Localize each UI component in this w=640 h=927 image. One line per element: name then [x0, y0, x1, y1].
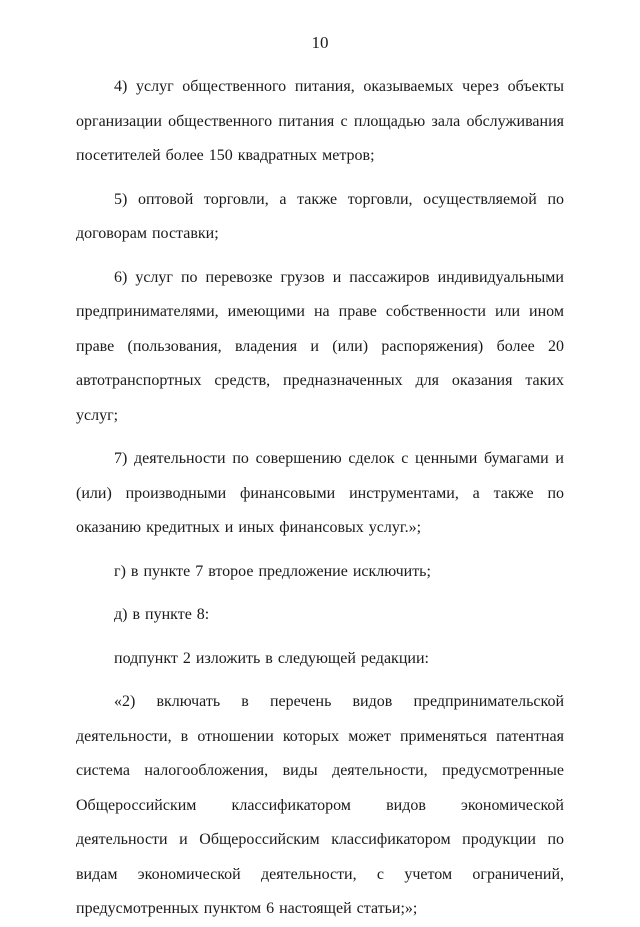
- page-number: 10: [311, 33, 329, 52]
- paragraph-subpoint-g: г) в пункте 7 второе предложение исключить;: [114, 562, 431, 580]
- paragraph-subpoint-d: д) в пункте 8:: [114, 606, 210, 623]
- paragraph-item-4: 4) услуг общественного питания, оказываемых через объекты организации общественного питания с площадью зала обслуживания посетителей более 150 квадратных метров;: [76, 78, 564, 164]
- paragraph-item-6: 6) услуг по перевозке грузов и пассажиров индивидуальными предпринимателями, имеющими на праве собственности или ином праве (пользования, владения и (или) распоряжения) более 20 автотранспортных средств, предназначенных для оказания таких услуг;: [76, 268, 564, 424]
- document-body: [76, 70, 564, 927]
- paragraph-quoted-subitem-2: «2) включать в перечень видов предпринимательской деятельности, в отношении которых может применяться патентная система налогообложения, виды деятельности, предусмотренные Общероссийским классификатором видов экономической деятельности и Общероссийским классификатором продукции по видам экономической деятельности, с учетом ограничений, предусмотренных пунктом 6 настоящей статьи;»;: [76, 693, 564, 917]
- paragraph-subitem-2-intro: подпункт 2 изложить в следующей редакции:: [114, 649, 429, 667]
- paragraph-item-7: 7) деятельности по совершению сделок с ценными бумагами и (или) производными финансовыми инструментами, а также по оказанию кредитных и иных финансовых услуг.»;: [76, 450, 564, 536]
- paragraph-item-5: 5) оптовой торговли, а также торговли, осуществляемой по договорам поставки;: [76, 190, 564, 242]
